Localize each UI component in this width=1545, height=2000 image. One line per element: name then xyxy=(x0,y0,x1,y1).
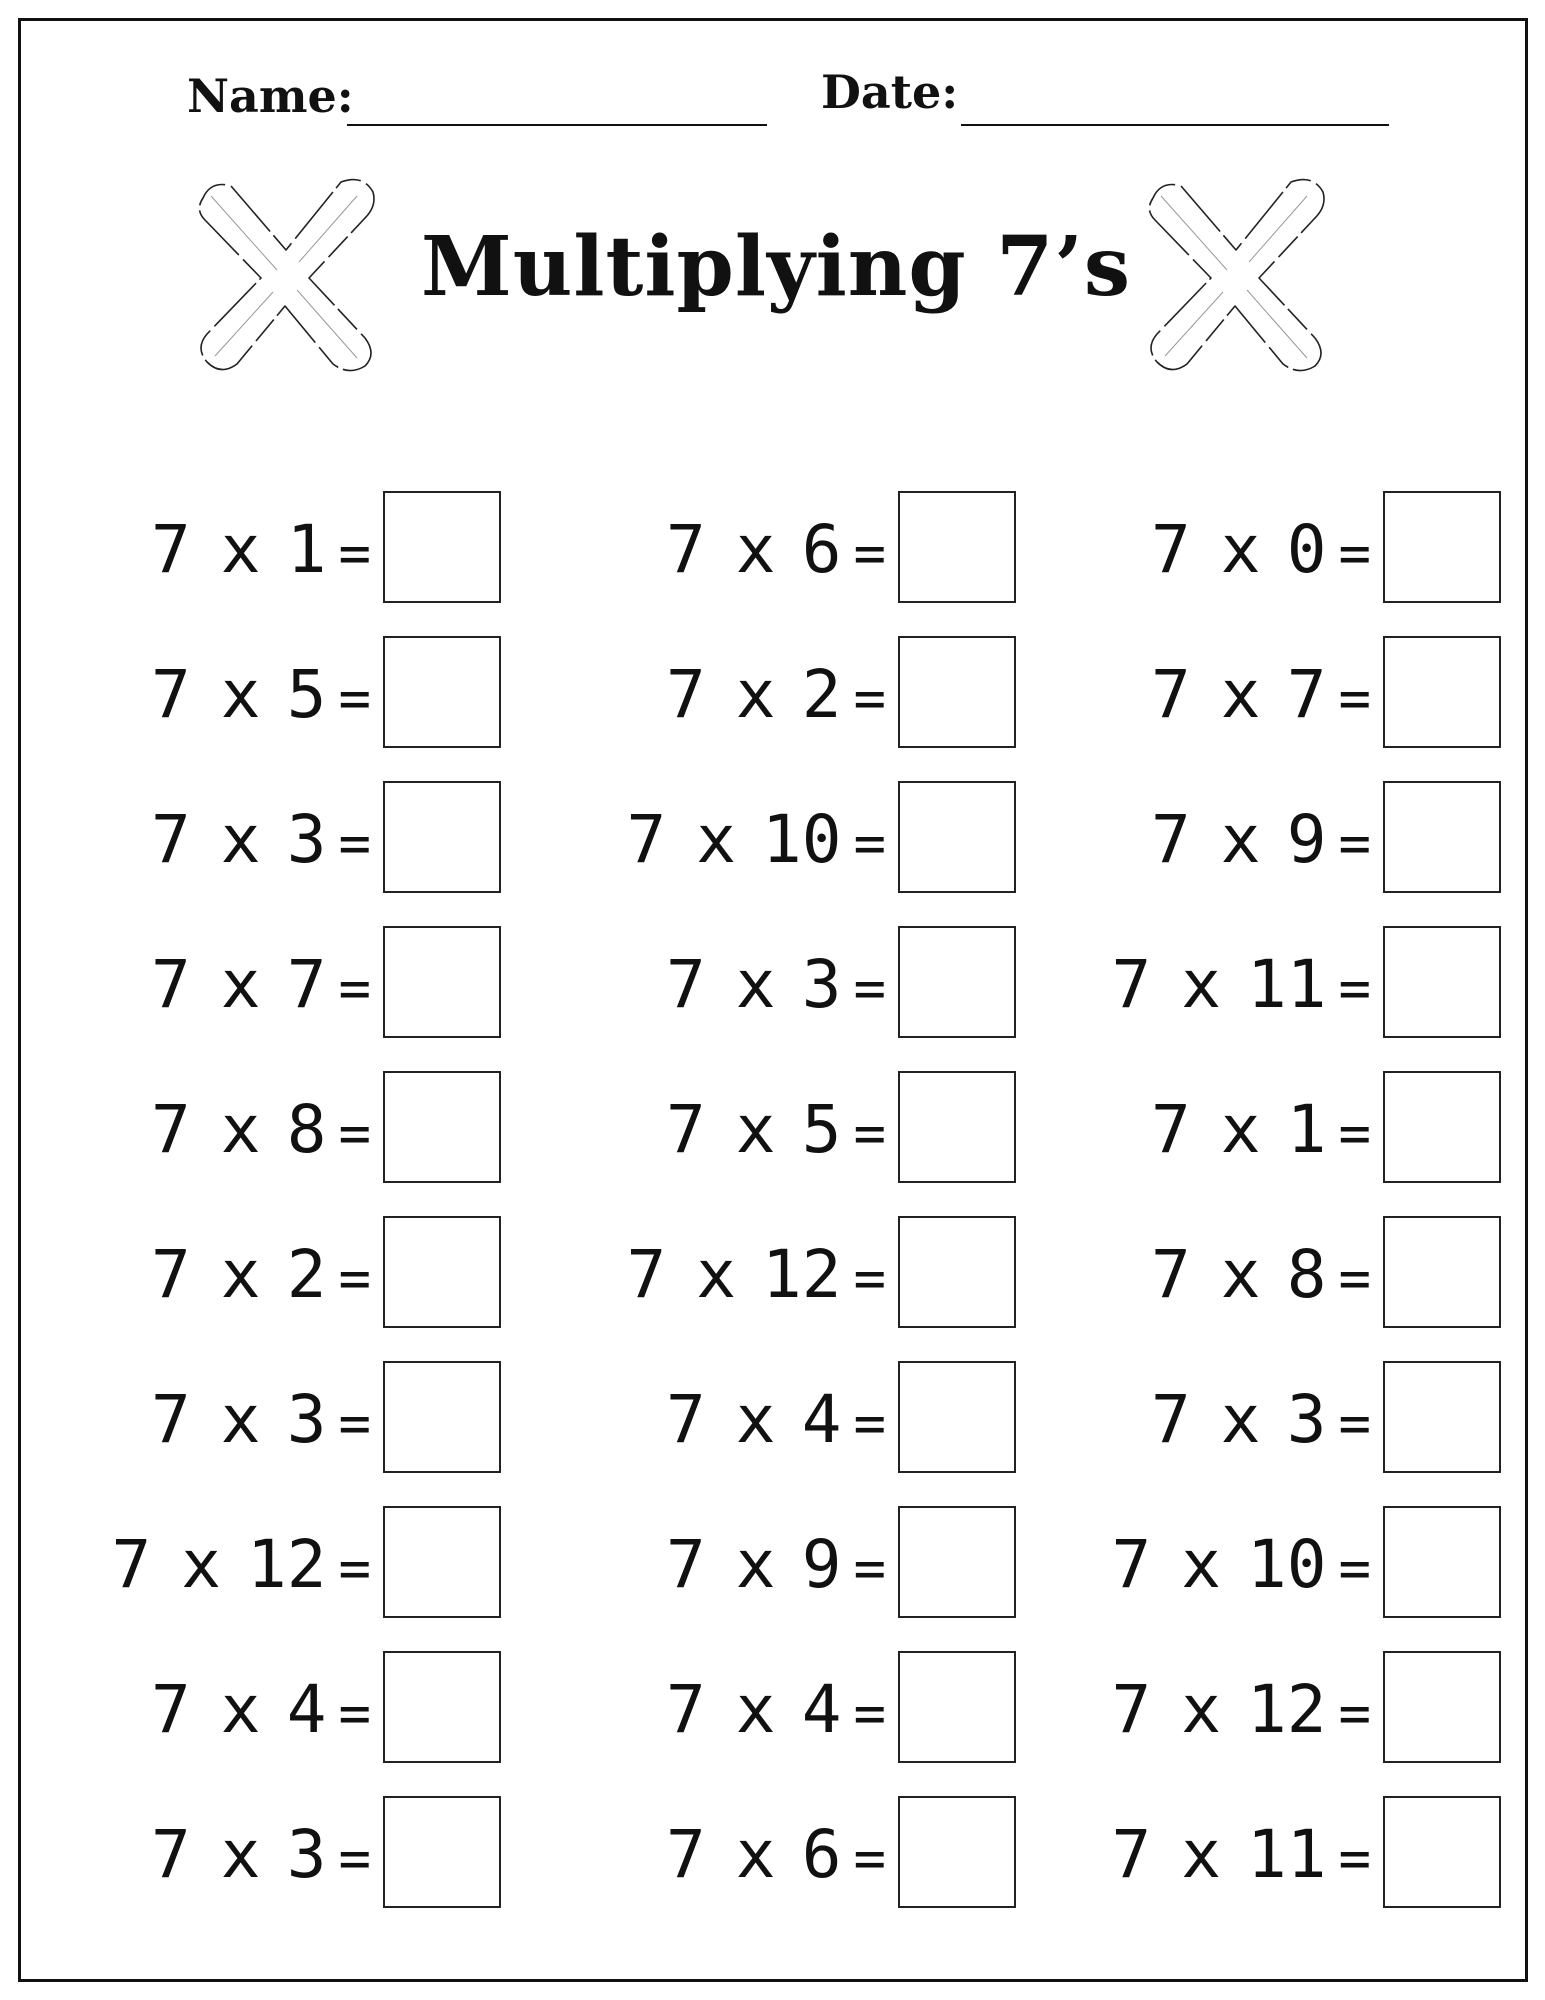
worksheet-title: Multiplying 7’s xyxy=(420,219,1132,315)
equation xyxy=(150,946,371,1023)
multiplier: 5 xyxy=(286,656,327,733)
answer-box[interactable] xyxy=(898,491,1016,603)
problem-row xyxy=(1021,628,1521,773)
worksheet-page xyxy=(18,18,1528,1982)
answer-box[interactable] xyxy=(898,1071,1016,1183)
times-sign: x xyxy=(1181,1671,1221,1748)
equation xyxy=(665,656,886,733)
times-sign: x xyxy=(735,1381,776,1458)
multiplicand: 7 xyxy=(1150,801,1191,878)
problem-row xyxy=(1021,918,1521,1063)
multiplicand: 7 xyxy=(1150,1091,1191,1168)
multiplicand: 7 xyxy=(626,801,667,878)
answer-box[interactable] xyxy=(1383,1796,1501,1908)
multiplier: 9 xyxy=(1286,801,1327,878)
answer-box[interactable] xyxy=(1383,781,1501,893)
equation xyxy=(1150,1236,1371,1313)
times-sign: x xyxy=(735,511,776,588)
equation xyxy=(1111,946,1372,1023)
times-sign: x xyxy=(1181,946,1221,1023)
multiplicand: 7 xyxy=(1111,1671,1152,1748)
equals-sign: = xyxy=(1338,1537,1371,1600)
times-sign: x xyxy=(735,946,776,1023)
problem-row xyxy=(1021,773,1521,918)
multiplicand: 7 xyxy=(150,1816,191,1893)
multiplier: 9 xyxy=(801,1526,842,1603)
problem-row xyxy=(21,773,521,918)
multiplier: 3 xyxy=(801,946,842,1023)
times-sign: x xyxy=(1181,1816,1221,1893)
multiplier: 2 xyxy=(286,1236,327,1313)
multiplicand: 7 xyxy=(1111,1816,1152,1893)
multiplier: 4 xyxy=(801,1671,842,1748)
multiplier: 3 xyxy=(286,801,327,878)
times-sign: x xyxy=(1220,801,1261,878)
multiplier: 8 xyxy=(286,1091,327,1168)
multiplier: 4 xyxy=(286,1671,327,1748)
equation xyxy=(150,656,371,733)
problem-row xyxy=(21,483,521,628)
equation xyxy=(1150,1381,1371,1458)
equals-sign: = xyxy=(338,667,371,730)
problem-row xyxy=(1021,1643,1521,1788)
equals-sign: = xyxy=(338,1537,371,1600)
multiplier: 12 xyxy=(1247,1671,1327,1748)
equals-sign: = xyxy=(1338,1392,1371,1455)
problem-row xyxy=(21,1643,521,1788)
multiplicand: 7 xyxy=(665,511,706,588)
multiplicand: 7 xyxy=(665,1816,706,1893)
times-sign: x xyxy=(220,656,261,733)
answer-box[interactable] xyxy=(1383,491,1501,603)
equation xyxy=(626,801,887,878)
equals-sign: = xyxy=(853,522,886,585)
multiplicand: 7 xyxy=(150,946,191,1023)
equation xyxy=(665,511,886,588)
multiplicand: 7 xyxy=(150,1381,191,1458)
answer-box[interactable] xyxy=(383,926,501,1038)
answer-box[interactable] xyxy=(898,636,1016,748)
times-sign: x xyxy=(696,801,736,878)
multiplicand: 7 xyxy=(150,1091,191,1168)
answer-box[interactable] xyxy=(383,636,501,748)
answer-box[interactable] xyxy=(898,926,1016,1038)
multiplicand: 7 xyxy=(150,656,191,733)
equation xyxy=(665,946,886,1023)
answer-box[interactable] xyxy=(383,1216,501,1328)
multiplier: 7 xyxy=(1286,656,1327,733)
multiplier: 7 xyxy=(286,946,327,1023)
times-sign: x xyxy=(735,1526,776,1603)
equation xyxy=(1150,656,1371,733)
multiplicand: 7 xyxy=(626,1236,667,1313)
times-sign: x xyxy=(1220,1091,1261,1168)
multiplicand: 7 xyxy=(665,1526,706,1603)
multiplicand: 7 xyxy=(1150,1236,1191,1313)
problem-row xyxy=(21,1063,521,1208)
problem-row xyxy=(21,1498,521,1643)
problem-row xyxy=(536,483,1036,628)
equals-sign: = xyxy=(1338,957,1371,1020)
times-sign: x xyxy=(220,1381,261,1458)
multiplicand: 7 xyxy=(111,1526,152,1603)
equation xyxy=(665,1671,886,1748)
times-icon xyxy=(181,166,391,381)
multiplicand: 7 xyxy=(1150,511,1191,588)
answer-box[interactable] xyxy=(383,491,501,603)
multiplicand: 7 xyxy=(1150,656,1191,733)
equation xyxy=(665,1526,886,1603)
equals-sign: = xyxy=(1338,522,1371,585)
problem-row xyxy=(21,918,521,1063)
equation xyxy=(111,1526,372,1603)
equation xyxy=(1150,801,1371,878)
problem-row xyxy=(1021,1788,1521,1933)
equals-sign: = xyxy=(1338,1827,1371,1890)
equation xyxy=(1111,1816,1372,1893)
problem-column-1 xyxy=(21,483,521,1933)
multiplier: 12 xyxy=(247,1526,327,1603)
times-sign: x xyxy=(220,1816,261,1893)
multiplicand: 7 xyxy=(150,801,191,878)
problem-row xyxy=(536,1643,1036,1788)
problem-row xyxy=(1021,1353,1521,1498)
equals-sign: = xyxy=(1338,667,1371,730)
multiplicand: 7 xyxy=(150,1236,191,1313)
equation xyxy=(150,1671,371,1748)
problem-row xyxy=(536,773,1036,918)
multiplier: 6 xyxy=(801,1816,842,1893)
problem-row xyxy=(536,918,1036,1063)
times-sign: x xyxy=(1220,1381,1261,1458)
equation xyxy=(665,1091,886,1168)
problem-row xyxy=(536,1353,1036,1498)
problem-row xyxy=(536,1498,1036,1643)
equals-sign: = xyxy=(853,1682,886,1745)
answer-box[interactable] xyxy=(383,1651,501,1763)
times-sign: x xyxy=(1181,1526,1221,1603)
problem-row xyxy=(536,1788,1036,1933)
multiplicand: 7 xyxy=(1111,1526,1152,1603)
multiplicand: 7 xyxy=(665,946,706,1023)
equation xyxy=(1111,1526,1372,1603)
multiplier: 12 xyxy=(762,1236,842,1313)
multiplicand: 7 xyxy=(665,656,706,733)
answer-box[interactable] xyxy=(898,781,1016,893)
multiplicand: 7 xyxy=(665,1091,706,1168)
times-sign: x xyxy=(696,1236,736,1313)
problem-row xyxy=(1021,1498,1521,1643)
equals-sign: = xyxy=(853,1247,886,1310)
answer-box[interactable] xyxy=(898,1651,1016,1763)
times-sign: x xyxy=(220,511,261,588)
times-sign: x xyxy=(735,1671,776,1748)
times-icon xyxy=(1131,166,1341,381)
multiplicand: 7 xyxy=(665,1671,706,1748)
multiplier: 3 xyxy=(1286,1381,1327,1458)
equals-sign: = xyxy=(338,522,371,585)
problem-row xyxy=(21,628,521,773)
equation xyxy=(150,801,371,878)
answer-box[interactable] xyxy=(898,1361,1016,1473)
multiplicand: 7 xyxy=(665,1381,706,1458)
times-sign: x xyxy=(1220,511,1261,588)
equals-sign: = xyxy=(338,1247,371,1310)
multiplier: 6 xyxy=(801,511,842,588)
equals-sign: = xyxy=(338,1682,371,1745)
answer-box[interactable] xyxy=(383,1071,501,1183)
equation xyxy=(150,1816,371,1893)
times-sign: x xyxy=(735,1816,776,1893)
problem-row xyxy=(1021,1063,1521,1208)
problem-row xyxy=(536,628,1036,773)
multiplier: 3 xyxy=(286,1816,327,1893)
answer-box[interactable] xyxy=(1383,1651,1501,1763)
times-sign: x xyxy=(181,1526,221,1603)
equals-sign: = xyxy=(853,1392,886,1455)
equation xyxy=(626,1236,887,1313)
equals-sign: = xyxy=(338,1827,371,1890)
times-sign: x xyxy=(220,946,261,1023)
times-sign: x xyxy=(1220,1236,1261,1313)
equals-sign: = xyxy=(853,812,886,875)
multiplier: 5 xyxy=(801,1091,842,1168)
answer-box[interactable] xyxy=(1383,1361,1501,1473)
multiplicand: 7 xyxy=(1111,946,1152,1023)
multiplier: 1 xyxy=(1286,1091,1327,1168)
problem-row xyxy=(21,1208,521,1353)
multiplier: 10 xyxy=(1247,1526,1327,1603)
multiplicand: 7 xyxy=(150,511,191,588)
answer-box[interactable] xyxy=(1383,1216,1501,1328)
multiplier: 4 xyxy=(801,1381,842,1458)
answer-box[interactable] xyxy=(1383,926,1501,1038)
equals-sign: = xyxy=(1338,812,1371,875)
equals-sign: = xyxy=(1338,1247,1371,1310)
multiplier: 11 xyxy=(1247,1816,1327,1893)
equals-sign: = xyxy=(338,1102,371,1165)
times-sign: x xyxy=(220,1671,261,1748)
times-sign: x xyxy=(220,1091,261,1168)
answer-box[interactable] xyxy=(898,1796,1016,1908)
problem-row xyxy=(21,1788,521,1933)
equals-sign: = xyxy=(853,957,886,1020)
equals-sign: = xyxy=(338,812,371,875)
answer-box[interactable] xyxy=(383,1361,501,1473)
problem-row xyxy=(1021,1208,1521,1353)
answer-box[interactable] xyxy=(1383,1071,1501,1183)
equation xyxy=(665,1816,886,1893)
equals-sign: = xyxy=(853,1102,886,1165)
equation xyxy=(150,1381,371,1458)
name-label: Name: xyxy=(187,69,354,123)
answer-box[interactable] xyxy=(1383,636,1501,748)
equals-sign: = xyxy=(853,1537,886,1600)
answer-box[interactable] xyxy=(383,1796,501,1908)
multiplicand: 7 xyxy=(1150,1381,1191,1458)
multiplier: 3 xyxy=(286,1381,327,1458)
multiplier: 10 xyxy=(762,801,842,878)
equation xyxy=(1111,1671,1372,1748)
answer-box[interactable] xyxy=(1383,1506,1501,1618)
times-sign: x xyxy=(735,1091,776,1168)
problem-row xyxy=(21,1353,521,1498)
name-answer-line[interactable] xyxy=(347,124,767,126)
multiplier: 11 xyxy=(1247,946,1327,1023)
equation xyxy=(665,1381,886,1458)
problem-row xyxy=(1021,483,1521,628)
multiplier: 8 xyxy=(1286,1236,1327,1313)
equation xyxy=(1150,1091,1371,1168)
equation xyxy=(150,1091,371,1168)
problem-row xyxy=(536,1208,1036,1353)
times-sign: x xyxy=(220,801,261,878)
multiplier: 1 xyxy=(286,511,327,588)
answer-box[interactable] xyxy=(383,1506,501,1618)
equals-sign: = xyxy=(853,667,886,730)
problem-column-2 xyxy=(536,483,1036,1933)
times-sign: x xyxy=(735,656,776,733)
equation xyxy=(150,511,371,588)
problem-column-3 xyxy=(1021,483,1521,1933)
equals-sign: = xyxy=(1338,1102,1371,1165)
multiplier: 2 xyxy=(801,656,842,733)
answer-box[interactable] xyxy=(383,781,501,893)
answer-box[interactable] xyxy=(898,1506,1016,1618)
multiplicand: 7 xyxy=(150,1671,191,1748)
equation xyxy=(150,1236,371,1313)
problem-row xyxy=(536,1063,1036,1208)
multiplier: 0 xyxy=(1286,511,1327,588)
answer-box[interactable] xyxy=(898,1216,1016,1328)
date-answer-line[interactable] xyxy=(961,124,1389,126)
date-label: Date: xyxy=(821,65,959,119)
times-sign: x xyxy=(1220,656,1261,733)
times-sign: x xyxy=(220,1236,261,1313)
equals-sign: = xyxy=(853,1827,886,1890)
equals-sign: = xyxy=(338,1392,371,1455)
equation xyxy=(1150,511,1371,588)
equals-sign: = xyxy=(1338,1682,1371,1745)
equals-sign: = xyxy=(338,957,371,1020)
